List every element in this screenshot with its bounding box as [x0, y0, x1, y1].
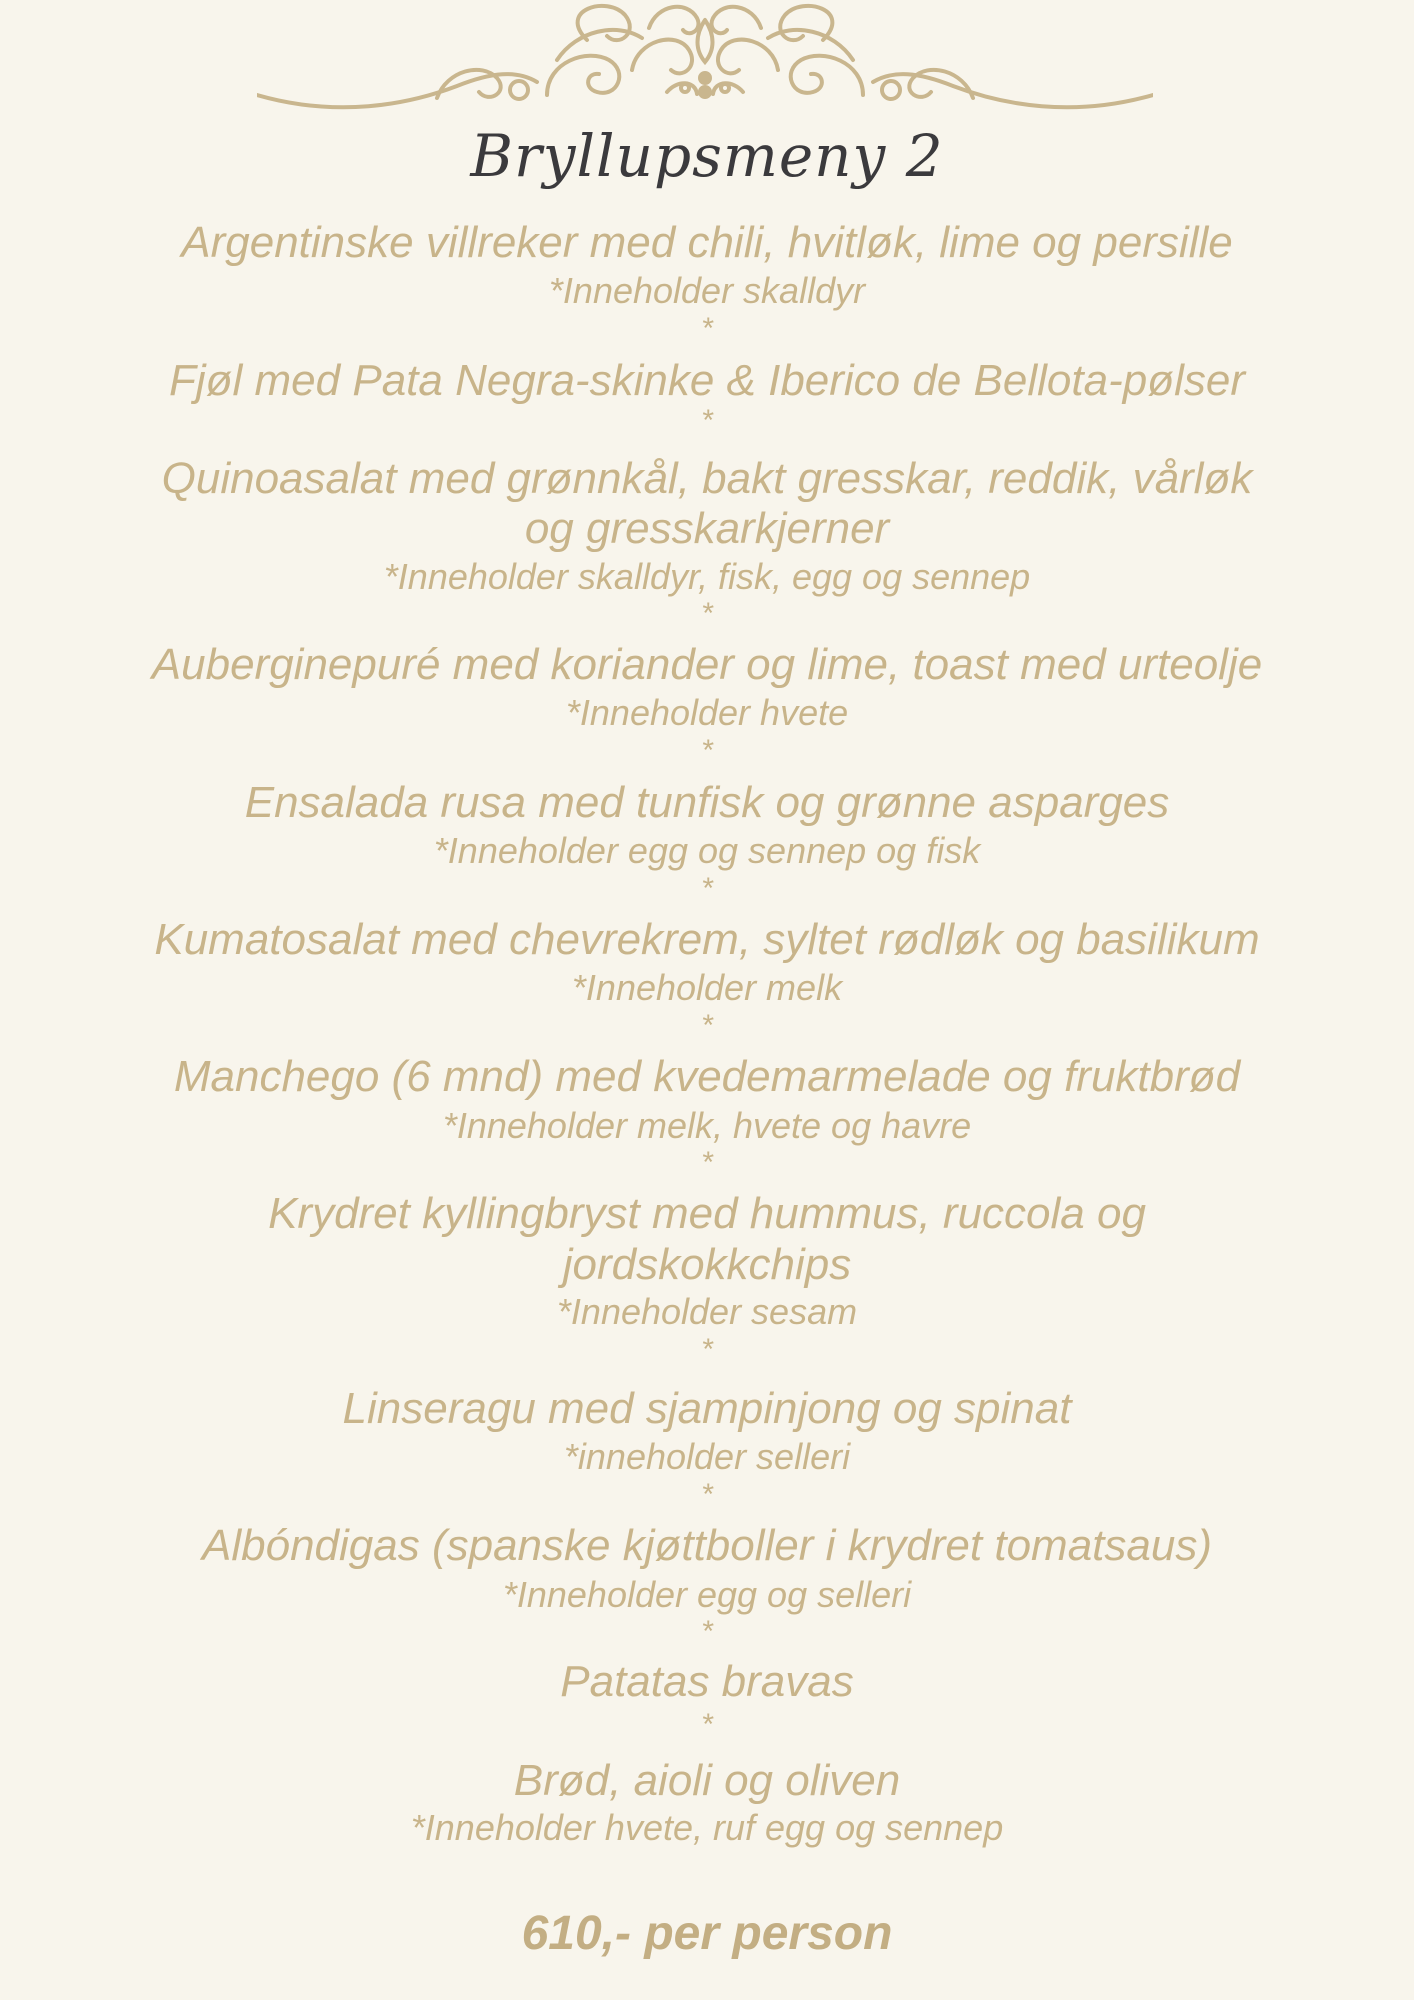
price-per-person: 610,- per person: [521, 1907, 893, 1960]
dish-name: Linseragu med sjampinjong og spinat: [342, 1384, 1072, 1433]
dish-name: Auberginepuré med koriander og lime, toast med urteolje: [151, 640, 1263, 689]
dish-name-continued: og gresskarkjerner: [524, 504, 890, 553]
allergen-note: *Inneholder egg og sennep og fisk: [433, 830, 981, 871]
dish-name-continued: jordskokkchips: [562, 1240, 852, 1289]
menu-title: Bryllupsmeny 2: [470, 122, 944, 190]
allergen-note: *Inneholder skalldyr: [548, 270, 866, 311]
dish-name: Kumatosalat med chevrekrem, syltet rødløk og basilikum: [154, 915, 1260, 964]
allergen-note: *Inneholder hvete: [565, 692, 849, 733]
dish-name: Manchego (6 mnd) med kvedemarmelade og fruktbrød: [173, 1052, 1241, 1101]
separator-star: *: [701, 1333, 713, 1366]
dish-name: Patatas bravas: [560, 1657, 854, 1706]
separator-star: *: [701, 1478, 713, 1511]
allergen-note: *Inneholder hvete, ruf egg og sennep: [410, 1807, 1004, 1848]
allergen-note: *Inneholder melk: [571, 967, 843, 1008]
allergen-note: *Inneholder melk, hvete og havre: [442, 1105, 972, 1146]
dish-name: Brød, aioli og oliven: [513, 1756, 901, 1805]
separator-star: *: [701, 1708, 713, 1741]
allergen-note: *inneholder selleri: [563, 1436, 851, 1477]
dish-name: Argentinske villreker med chili, hvitløk, lime og persille: [181, 218, 1233, 267]
dish-name: Albóndigas (spanske kjøttboller i krydret tomatsaus): [202, 1521, 1212, 1570]
dish-name: Fjøl med Pata Negra-skinke & Iberico de Bellota-pølser: [169, 356, 1245, 405]
separator-star: *: [701, 1009, 713, 1042]
dish-name: Krydret kyllingbryst med hummus, ruccola og: [268, 1189, 1146, 1238]
allergen-note: *Inneholder egg og selleri: [502, 1574, 912, 1615]
allergen-note: *Inneholder sesam: [556, 1291, 858, 1332]
separator-star: *: [701, 1615, 713, 1648]
dish-name: Quinoasalat med grønnkål, bakt gresskar, reddik, vårløk: [161, 454, 1253, 503]
flourish-ornament: [257, 0, 1153, 130]
separator-star: *: [701, 312, 713, 345]
separator-star: *: [701, 872, 713, 905]
allergen-note: *Inneholder skalldyr, fisk, egg og sennep: [383, 556, 1031, 597]
separator-star: *: [701, 1146, 713, 1179]
separator-star: *: [701, 404, 713, 437]
separator-star: *: [701, 734, 713, 767]
dish-name: Ensalada rusa med tunfisk og grønne asparges: [244, 778, 1170, 827]
separator-star: *: [701, 597, 713, 630]
